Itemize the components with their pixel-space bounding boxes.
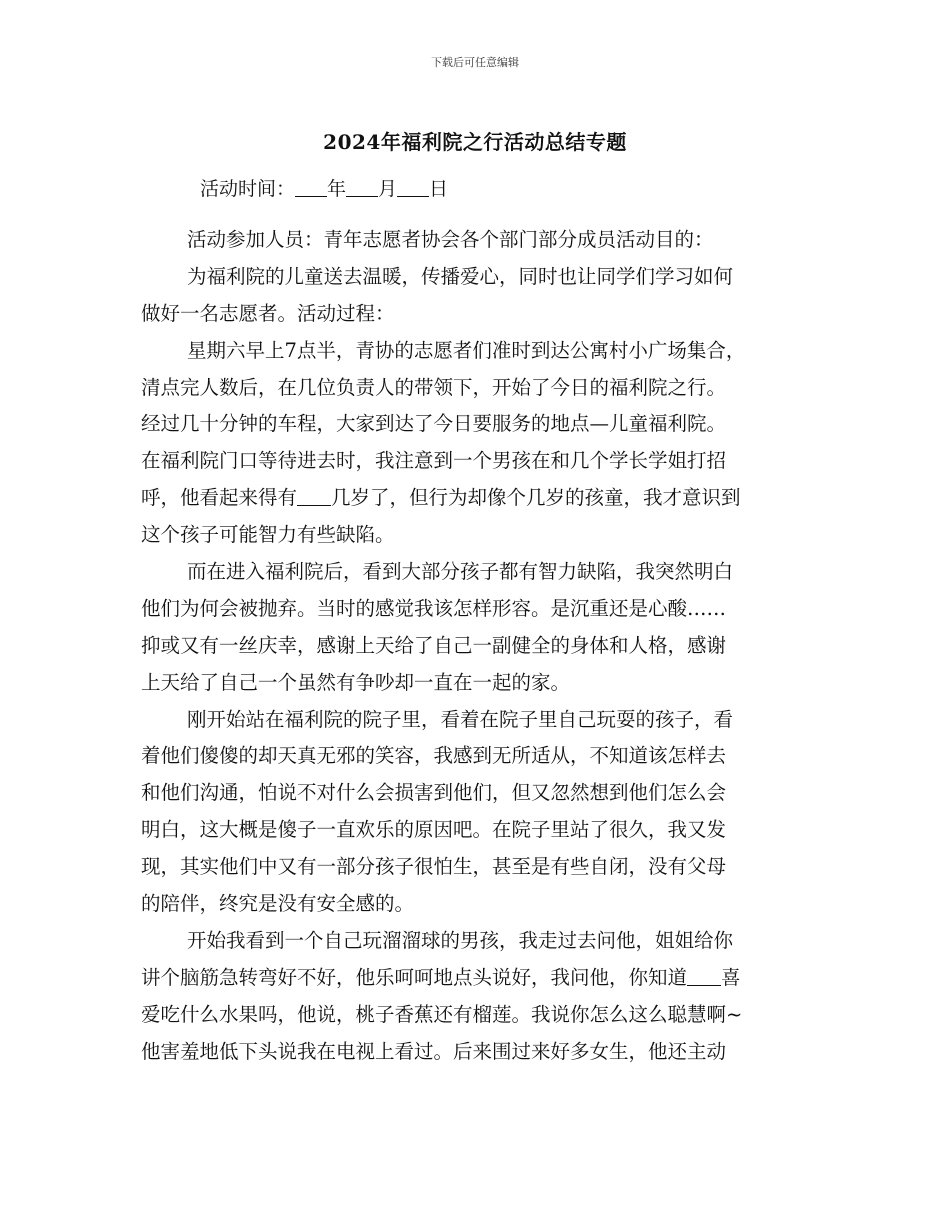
text-line: 明白，这大概是傻子一直欢乐的原因吧。在院子里站了很久，我又发 bbox=[141, 818, 727, 842]
text-line: 刚开始站在福利院的院子里，看着在院子里自己玩耍的孩子，看 bbox=[187, 707, 734, 731]
text-line: 清点完人数后，在几位负责人的带领下，开始了今日的福利院之行。 bbox=[141, 375, 727, 399]
text-line: 他们为何会被抛弃。当时的感觉我该怎样形容。是沉重还是心酸…… bbox=[141, 596, 727, 620]
fill-blank bbox=[687, 967, 721, 986]
text-segment: 呼，他看起来得有 bbox=[141, 486, 298, 510]
text-line: 着他们傻傻的却天真无邪的笑容，我感到无所适从，不知道该怎样去 bbox=[141, 744, 727, 768]
text-line: 爱吃什么水果吗，他说，桃子香蕉还有榴莲。我说你怎么这么聪慧啊~ bbox=[141, 1002, 743, 1026]
text-segment: 喜 bbox=[721, 965, 741, 989]
page-header-note: 下载后可任意编辑 bbox=[431, 56, 519, 69]
date-label: 活动时间： bbox=[200, 178, 296, 200]
text-line: 在福利院门口等待进去时，我注意到一个男孩在和几个学长学姐打招 bbox=[141, 449, 727, 473]
text-line: 他害羞地低下头说我在电视上看过。后来围过来好多女生，他还主动 bbox=[141, 1039, 727, 1063]
text-segment: 讲个脑筋急转弯好不好，他乐呵呵地点头说好，我问他，你知道 bbox=[141, 965, 688, 989]
month-blank bbox=[346, 178, 378, 197]
month-label: 月 bbox=[378, 178, 398, 200]
text-line: 上天给了自己一个虽然有争吵却一直在一起的家。 bbox=[141, 670, 571, 694]
text-line: 抑或又有一丝庆幸，感谢上天给了自己一副健全的身体和人格，感谢 bbox=[141, 633, 727, 657]
document-title: 2024年福利院之行活动总结专题 bbox=[323, 130, 627, 154]
document-body bbox=[141, 222, 813, 1070]
text-line: 而在进入福利院后，看到大部分孩子都有智力缺陷，我突然明白 bbox=[187, 560, 734, 584]
text-line: 星期六早上7点半，青协的志愿者们准时到达公寓村小广场集合， bbox=[187, 338, 746, 362]
text-line: 开始我看到一个自己玩溜溜球的男孩，我走过去问他，姐姐给你 bbox=[187, 928, 734, 952]
text-line: 和他们沟通，怕说不对什么会损害到他们，但又忽然想到他们怎么会 bbox=[141, 781, 727, 805]
text-line bbox=[141, 480, 813, 517]
text-segment: 几岁了，但行为却像个几岁的孩童，我才意识到 bbox=[331, 486, 741, 510]
activity-date-line bbox=[200, 174, 448, 201]
text-line: 这个孩子可能智力有些缺陷。 bbox=[141, 523, 395, 547]
fill-blank bbox=[297, 487, 331, 506]
text-line: 经过几十分钟的车程，大家到达了今日要服务的地点—儿童福利院。 bbox=[141, 412, 727, 436]
text-line: 活动参加人员：青年志愿者协会各个部门部分成员活动目的： bbox=[187, 228, 714, 251]
text-line: 现，其实他们中又有一部分孩子很怕生，甚至是有些自闭，没有父母 bbox=[141, 855, 727, 879]
text-line bbox=[141, 960, 813, 997]
text-line: 做好一名志愿者。活动过程： bbox=[141, 301, 395, 325]
year-blank bbox=[295, 178, 327, 197]
year-label: 年 bbox=[327, 178, 347, 200]
text-line: 为福利院的儿童送去温暖，传播爱心，同时也让同学们学习如何 bbox=[187, 264, 734, 288]
day-blank bbox=[397, 178, 429, 197]
text-line: 的陪伴，终究是没有安全感的。 bbox=[141, 892, 415, 916]
day-label: 日 bbox=[429, 178, 449, 200]
